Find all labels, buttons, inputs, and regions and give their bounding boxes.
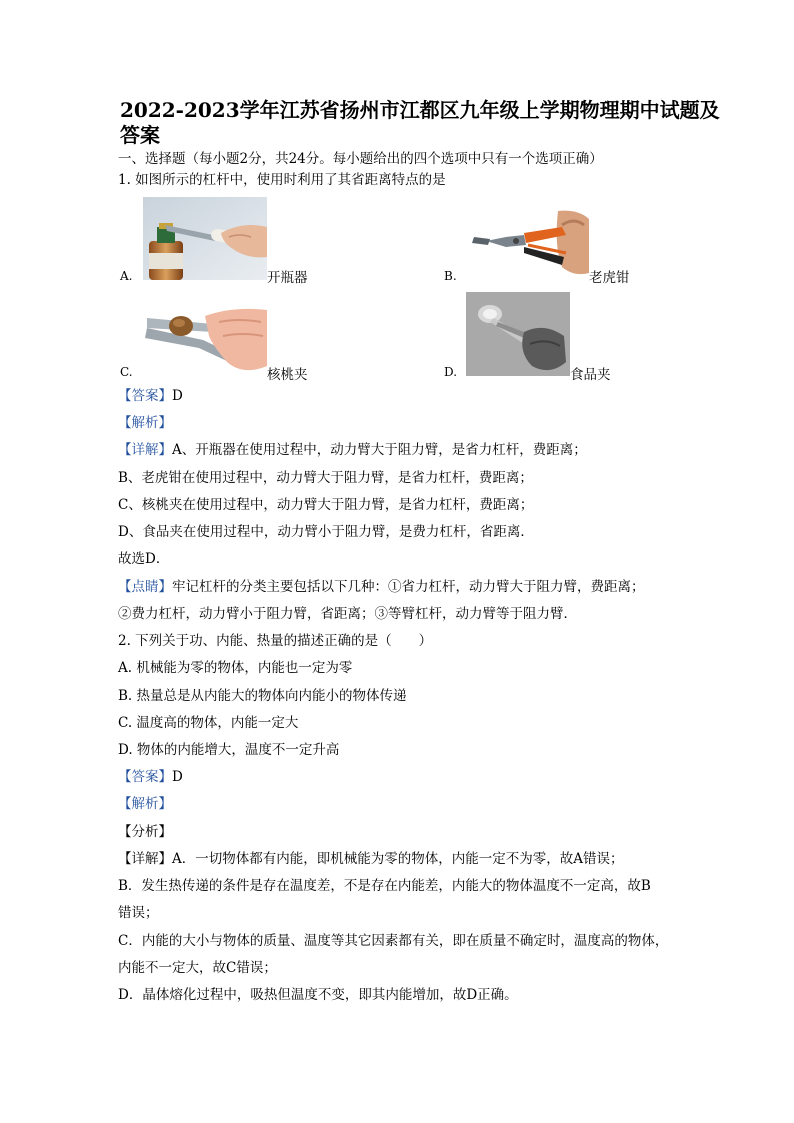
option-b-caption: 老虎钳 (589, 270, 630, 286)
q2-answer (118, 768, 183, 786)
question-1-stem: 1. 如图所示的杠杆中，使用时利用了其省距离特点的是 (118, 172, 446, 188)
detail-tag: 【详解】 (118, 442, 172, 458)
q2-option-c: C. 温度高的物体，内能一定大 (118, 715, 299, 731)
detail-text: A．一切物体都有内能，即机械能为零的物体，内能一定不为零，故A错误； (172, 851, 624, 867)
q2-analyze-tag: 【分析】 (118, 824, 172, 840)
option-d-letter: D. (444, 365, 458, 379)
nutcracker-photo (143, 296, 267, 376)
q1-analysis-tag: 【解析】 (118, 415, 172, 431)
answer-tag: 【答案】 (118, 388, 172, 404)
answer-value: D (172, 388, 183, 404)
q2-option-b: B. 热量总是从内能大的物体向内能小的物体传递 (118, 688, 407, 704)
detail-text: A、开瓶器在使用过程中，动力臂大于阻力臂，是省力杠杆，费距离； (172, 442, 587, 458)
option-d-caption: 食品夹 (570, 367, 611, 383)
option-c-letter: C. (120, 365, 133, 379)
q1-remark-line2: ②费力杠杆，动力臂小于阻力臂，省距离；③等臂杠杆，动力臂等于阻力臂． (118, 606, 577, 622)
detail-tag: 【详解】 (118, 851, 172, 867)
option-c-caption: 核桃夹 (267, 367, 308, 383)
section-heading: 一、选择题（每小题2分，共24分。每小题给出的四个选项中只有一个选项正确） (118, 151, 603, 167)
option-a-caption: 开瓶器 (267, 270, 308, 286)
q1-detail-line: C、核桃夹在使用过程中，动力臂大于阻力臂，是省力杠杆，费距离； (118, 497, 534, 513)
q2-option-a: A. 机械能为零的物体，内能也一定为零 (118, 660, 353, 676)
food-tongs-photo (466, 292, 570, 376)
answer-value: D (172, 769, 183, 785)
remark-tag: 【点睛】 (118, 579, 172, 595)
q1-detail-line (118, 441, 587, 459)
q2-detail-line: 内能不一定大，故C错误； (118, 960, 277, 976)
question-2-stem: 2. 下列关于功、内能、热量的描述正确的是（ ） (118, 633, 433, 649)
q2-detail-line (118, 850, 624, 868)
pliers-photo (466, 207, 589, 280)
q1-detail-line: B、老虎钳在使用过程中，动力臂大于阻力臂，是省力杠杆，费距离； (118, 470, 533, 486)
q1-conclusion: 故选D． (118, 551, 170, 567)
q1-answer (118, 387, 183, 405)
q2-detail-line: C．内能的大小与物体的质量、温度等其它因素都有关，即在质量不确定时，温度高的物体， (118, 933, 669, 949)
q2-detail-line: D．晶体熔化过程中，吸热但温度不变，即其内能增加，故D正确。 (118, 987, 518, 1003)
q2-option-d: D. 物体的内能增大，温度不一定升高 (118, 742, 340, 758)
q2-detail-line: B．发生热传递的条件是存在温度差，不是存在内能差，内能大的物体温度不一定高，故B (118, 878, 651, 894)
option-a-letter: A. (120, 269, 133, 283)
q2-analysis-tag: 【解析】 (118, 796, 172, 812)
bottle-opener-photo (143, 197, 267, 280)
option-b-letter: B. (444, 269, 457, 283)
answer-tag: 【答案】 (118, 769, 172, 785)
q1-detail-line: D、食品夹在使用过程中，动力臂小于阻力臂，是费力杠杆，省距离． (118, 524, 534, 540)
q2-detail-line: 错误； (118, 905, 159, 921)
remark-text: 牢记杠杆的分类主要包括以下几种：①省力杠杆，动力臂大于阻力臂，费距离； (172, 579, 645, 595)
q1-remark (118, 578, 645, 596)
page-title: 2022-2023学年江苏省扬州市江都区九年级上学期物理期中试题及答案 (120, 98, 720, 147)
